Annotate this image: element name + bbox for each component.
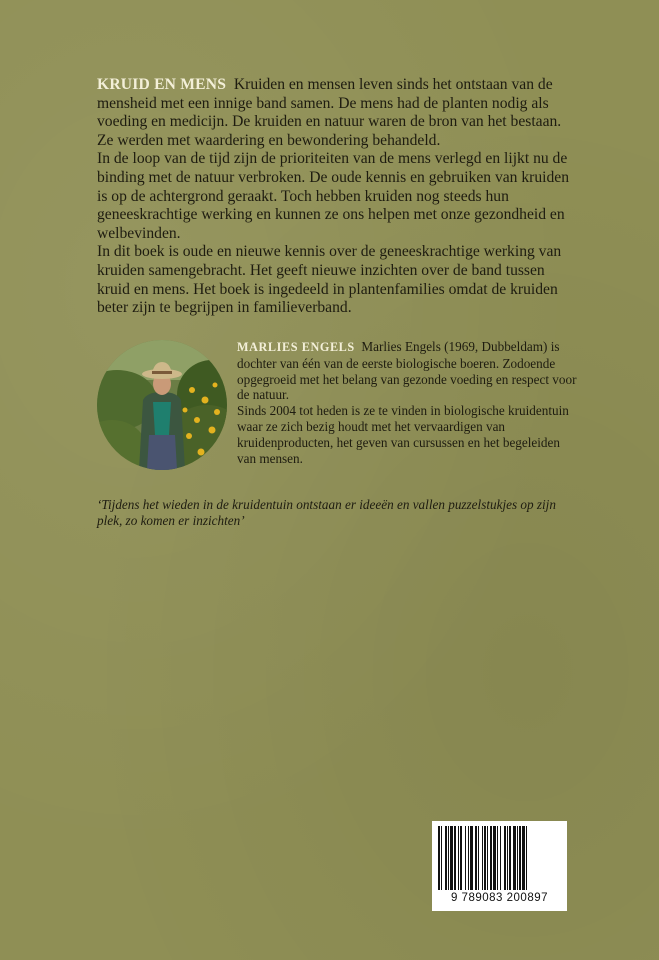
barcode-bar	[487, 826, 488, 890]
barcode-bar	[482, 826, 483, 890]
author-quote: ‘Tijdens het wieden in de kruidentuin ontstaan er ideeën en vallen puzzelstukjes op zijn plek, zo komen er inzichten’	[97, 497, 556, 528]
intro-text	[97, 76, 577, 318]
barcode-bar	[445, 826, 447, 890]
author-bio-2: Sinds 2004 tot heden is ze te vinden in biologische kruidentuin waar ze zich bezig houdt met het vervaardigen van kruidenproducten, het geven van cursussen en het begeleiden van mensen.	[237, 403, 569, 466]
barcode-bar	[468, 826, 469, 890]
barcode-bar	[448, 826, 449, 890]
barcode-bar	[509, 826, 511, 890]
author-bio-1	[237, 339, 577, 403]
barcode-bar	[470, 826, 473, 890]
barcode-bar	[497, 826, 498, 890]
barcode-bar	[454, 826, 456, 890]
author-bio	[237, 339, 577, 466]
barcode-bar	[478, 826, 479, 890]
barcode-bar	[526, 826, 527, 890]
barcode-bar	[493, 826, 496, 890]
intro-paragraph-3: In dit boek is oude en nieuwe kennis over de geneeskrachtige werking van kruiden samengebracht. Het geeft nieuwe inzichten over de band tussen kruid en mens. Het boek is ingedeeld in plantenfamilies omdat de kruiden beter zijn te begrijpen in familieverband.	[97, 243, 562, 317]
isbn-barcode	[432, 821, 567, 911]
barcode-bar	[513, 826, 516, 890]
author-photo	[97, 340, 227, 470]
barcode-bar	[507, 826, 508, 890]
barcode-bar	[460, 826, 462, 890]
author-name: MARLIES ENGELS	[237, 340, 355, 354]
barcode-bar	[458, 826, 459, 890]
intro-paragraph-2: In de loop van de tijd zijn de prioriteiten van de mens verlegd en lijkt nu de binding met de natuur verbroken. De oude kennis en gebruiken van kruiden is op de achtergrond geraakt. Toch hebben kruiden nog steeds hun geneeskrachtige werking en kunnen ze ons helpen met onze gezondheid en welbevinden.	[97, 150, 570, 242]
barcode-bar	[517, 826, 518, 890]
barcode-icon	[436, 826, 563, 890]
barcode-bar	[490, 826, 492, 890]
barcode-bar	[450, 826, 453, 890]
barcode-bar	[500, 826, 501, 890]
author-bio-1-text: Marlies Engels (1969, Dubbeldam) is dochter van één van de eerste biologische boeren. Zodoende opgegroeid met het belang van gezonde voeding en respect voor de natuur.	[237, 339, 577, 403]
intro-paragraph-1	[97, 76, 577, 150]
barcode-bar	[484, 826, 486, 890]
barcode-bar	[438, 826, 440, 890]
intro-paragraph-1-text: Kruiden en mensen leven sinds het ontstaan van de mensheid met een innige band samen. De mens had de planten nodig als voeding en medicijn. De kruiden en natuur waren de bron van het bestaan. Ze werden met waardering en bewondering behandeld.	[97, 76, 562, 149]
barcode-bar	[504, 826, 506, 890]
isbn-number: 9 789083 200897	[450, 892, 549, 904]
author-portrait-illustration	[97, 340, 227, 470]
barcode-bar	[465, 826, 466, 890]
barcode-bar	[441, 826, 442, 890]
barcode-bar	[522, 826, 525, 890]
barcode-bar	[519, 826, 521, 890]
barcode-bar	[475, 826, 477, 890]
intro-heading: KRUID EN MENS	[97, 76, 227, 93]
